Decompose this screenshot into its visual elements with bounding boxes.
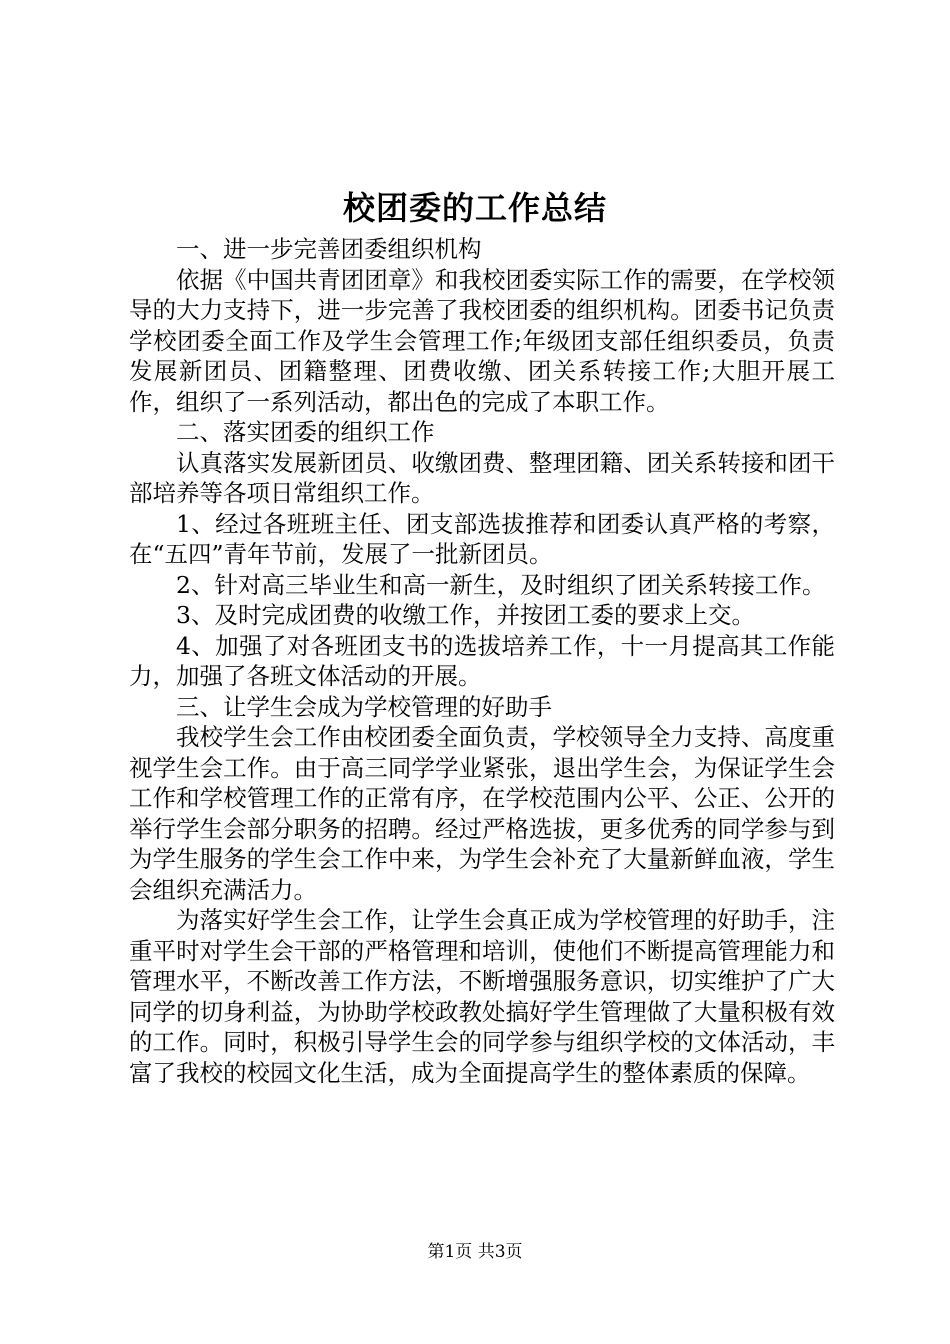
body-paragraph: 认真落实发展新团员、收缴团费、整理团籍、团关系转接和团干部培养等各项日常组织工作。 (129, 448, 835, 507)
section-heading-2: 二、落实团委的组织工作 (176, 418, 435, 446)
list-item: 4、加强了对各班团支书的选拔培养工作，十一月提高其工作能力，加强了各班文体活动的开展。 (129, 631, 835, 690)
body-paragraph: 为落实好学生会工作，让学生会真正成为学校管理的好助手，注重平时对学生会干部的严格管理和培训，使他们不断提高管理能力和管理水平，不断改善工作方法，不断增强服务意识，切实维护了广大同学的切身利益，为协助学校政教处搞好学生管理做了大量积极有效的工作。同时，积极引导学生会的同学参与组织学校的文体活动，丰富了我校的校园文化生活，成为全面提高学生的整体素质的保障。 (129, 906, 835, 1087)
document-body (129, 234, 835, 1088)
section-heading-3: 三、让学生会成为学校管理的好助手 (176, 692, 552, 721)
body-paragraph: 我校学生会工作由校团委全面负责，学校领导全力支持、高度重视学生会工作。由于高三同学学业紧张，退出学生会，为保证学生会工作和学校管理工作的正常有序，在学校范围内公平、公正、公开的举行学生会部分职务的招聘。经过严格选拔，更多优秀的同学参与到为学生服务的学生会工作中来，为学生会补充了大量新鲜血液，学生会组织充满活力。 (129, 723, 835, 904)
page-title: 校团委的工作总结 (342, 189, 607, 227)
section-heading-1: 一、进一步完善团委组织机构 (176, 235, 482, 263)
list-item: 2、针对高三毕业生和高一新生，及时组织了团关系转接工作。 (176, 570, 826, 599)
list-item: 1、经过各班班主任、团支部选拔推荐和团委认真严格的考察，在“五四”青年节前，发展了一批新团员。 (129, 509, 835, 568)
list-item: 3、及时完成团费的收缴工作，并按团工委的要求上交。 (176, 601, 755, 629)
body-paragraph: 依据《中国共青团团章》和我校团委实际工作的需要，在学校领导的大力支持下，进一步完善了我校团委的组织机构。团委书记负责学校团委全面工作及学生会管理工作;年级团支部任组织委员，负责发展新团员、团籍整理、团费收缴、团关系转接工作;大胆开展工作，组织了一系列活动，都出色的完成了本职工作。 (129, 265, 835, 416)
page-footer: 第1页 共3页 (427, 1242, 523, 1262)
